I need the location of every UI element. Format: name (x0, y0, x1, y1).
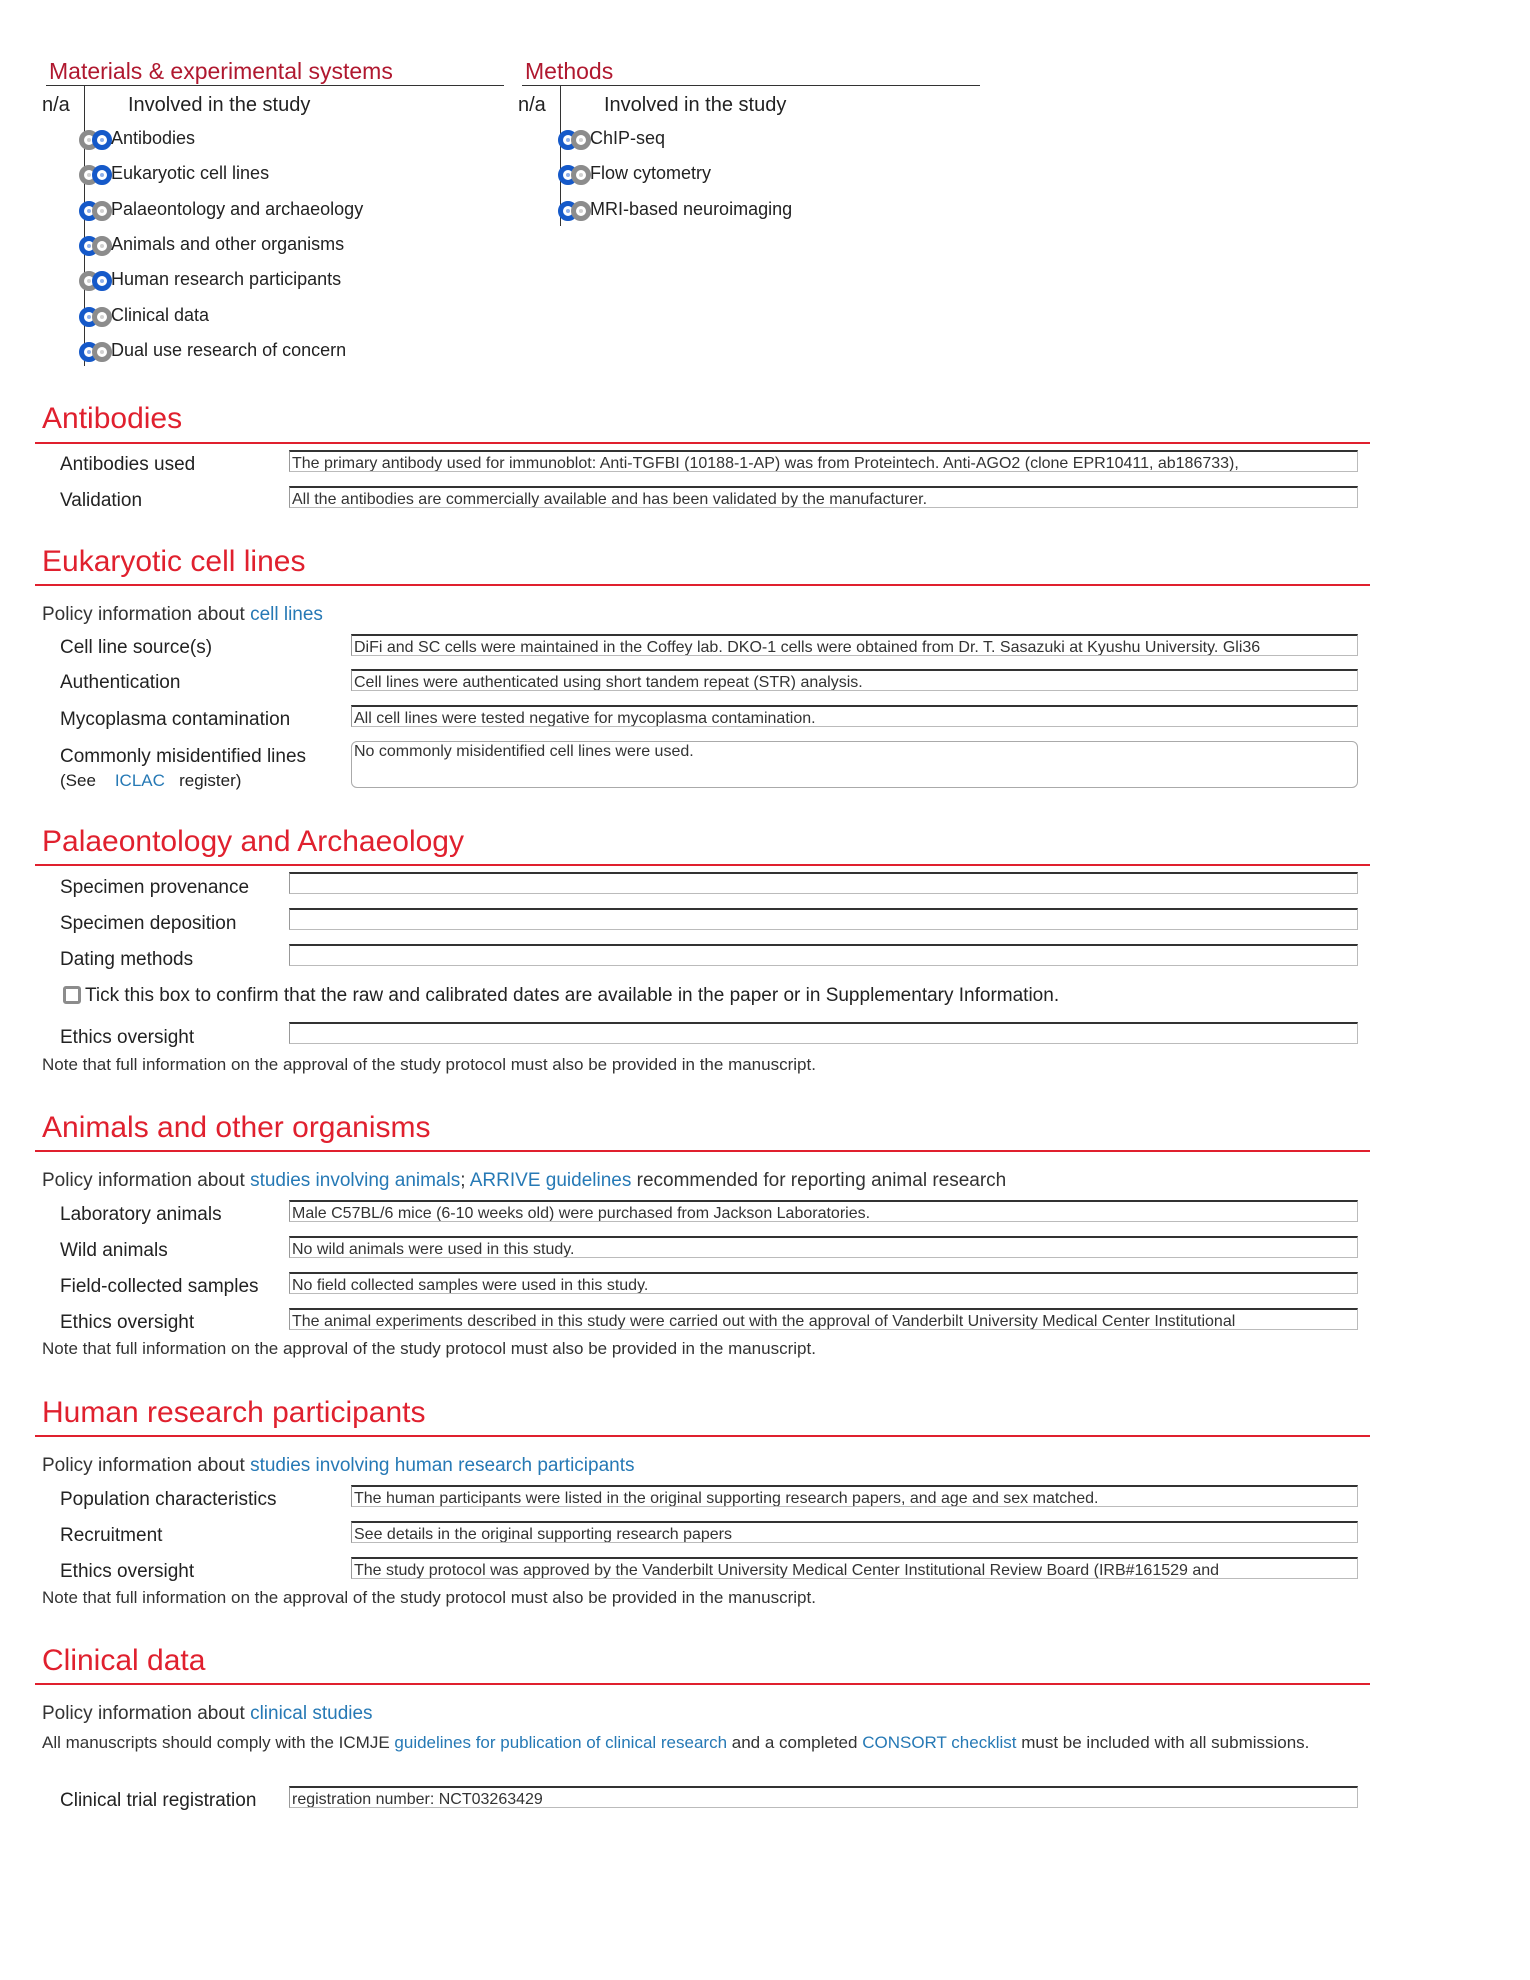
radio-dot (87, 244, 91, 248)
antibodies-used-field[interactable]: The primary antibody used for immunoblot: Anti-TGFBI (10188-1-AP) was from Proteintech. Anti-AGO2 (clone EPR10411, ab186733), (289, 450, 1358, 472)
section-title-antibodies: Antibodies (42, 402, 183, 435)
comply-prefix: All manuscripts should comply with the ICMJE (42, 1733, 395, 1752)
radio-dot (579, 209, 583, 213)
human-note: Note that full information on the approval of the study protocol must also be provided in the manuscript. (42, 1588, 816, 1607)
misidentified-lines-label: Commonly misidentified lines (60, 746, 307, 767)
mycoplasma-field[interactable]: All cell lines were tested negative for mycoplasma contamination. (351, 705, 1358, 727)
checklist-row (79, 339, 499, 365)
materials-header-line (46, 85, 504, 86)
misidentified-lines-field[interactable]: No commonly misidentified cell lines were used. (351, 741, 1358, 788)
checklist-row (79, 268, 499, 294)
recruitment-field[interactable]: See details in the original supporting research papers (351, 1521, 1358, 1543)
involved-radio[interactable] (571, 165, 591, 185)
radio-dot (100, 350, 104, 354)
materials-na-header: n/a (42, 94, 70, 116)
arrive-guidelines-link[interactable]: ARRIVE guidelines (469, 1170, 632, 1191)
human-policy-link[interactable]: studies involving human research participants (250, 1455, 635, 1476)
dating-methods-field[interactable] (289, 944, 1358, 966)
involved-radio[interactable] (571, 130, 591, 150)
specimen-provenance-field[interactable] (289, 872, 1358, 894)
comply-mid: and a completed (727, 1733, 863, 1752)
involved-radio[interactable] (92, 271, 112, 291)
palaeo-note: Note that full information on the approval of the study protocol must also be provided in the manuscript. (42, 1055, 816, 1074)
involved-radio[interactable] (92, 165, 112, 185)
iclac-register-note (60, 771, 241, 791)
icmje-guidelines-link[interactable]: guidelines for publication of clinical research (394, 1733, 728, 1752)
dates-confirm-checkbox[interactable] (63, 986, 81, 1004)
clinical-policy-link[interactable]: clinical studies (250, 1703, 373, 1724)
human-policy (42, 1455, 635, 1477)
checklist-item-label: Eukaryotic cell lines (111, 163, 270, 184)
clinical-policy (42, 1703, 373, 1725)
section-rule-palaeontology (35, 864, 1370, 866)
human-policy-prefix: Policy information about (42, 1455, 251, 1476)
laboratory-animals-label: Laboratory animals (60, 1204, 222, 1225)
specimen-deposition-label: Specimen deposition (60, 913, 237, 934)
radio-dot (566, 138, 570, 142)
cell-lines-policy-prefix: Policy information about (42, 604, 251, 625)
checklist-row (558, 198, 978, 224)
field-collected-field[interactable]: No field collected samples were used in this study. (289, 1272, 1358, 1294)
iclac-link[interactable]: ICLAC (114, 771, 165, 790)
animals-ethics-label: Ethics oversight (60, 1312, 195, 1333)
validation-label: Validation (60, 490, 143, 511)
involved-radio[interactable] (571, 201, 591, 221)
radio-dot (100, 173, 104, 177)
trial-registration-field[interactable]: registration number: NCT03263429 (289, 1786, 1358, 1808)
radio-dot (87, 173, 91, 177)
checklist-item-label: Human research participants (111, 269, 342, 290)
section-title-clinical: Clinical data (42, 1644, 206, 1677)
involved-radio[interactable] (92, 342, 112, 362)
animals-note: Note that full information on the approval of the study protocol must also be provided in the manuscript. (42, 1339, 816, 1358)
materials-header: Materials & experimental systems (49, 58, 393, 84)
checklist-item-label: ChIP-seq (590, 128, 666, 148)
radio-dot (87, 138, 91, 142)
radio-dot (100, 244, 104, 248)
animals-policy-suffix: recommended for reporting animal research (631, 1170, 1007, 1191)
dates-confirm-label: Tick this box to confirm that the raw and calibrated dates are available in the paper or in Supplementary Information. (85, 985, 1060, 1006)
section-title-human: Human research participants (42, 1396, 426, 1429)
human-ethics-label: Ethics oversight (60, 1561, 195, 1582)
radio-dot (579, 173, 583, 177)
checklist-row (79, 304, 499, 330)
section-rule-animals (35, 1150, 1370, 1152)
checklist-item-label: Clinical data (111, 304, 210, 325)
section-title-animals: Animals and other organisms (42, 1111, 431, 1144)
clinical-policy-prefix: Policy information about (42, 1703, 251, 1724)
field-collected-label: Field-collected samples (60, 1276, 259, 1297)
radio-dot (100, 138, 104, 142)
iclac-see: (See (60, 771, 96, 790)
checklist-row (558, 162, 978, 188)
palaeo-ethics-label: Ethics oversight (60, 1027, 195, 1048)
radio-dot (87, 209, 91, 213)
section-title-palaeontology: Palaeontology and Archaeology (42, 825, 464, 858)
animals-policy-prefix: Policy information about (42, 1170, 251, 1191)
methods-na-header: n/a (518, 94, 546, 116)
clinical-compliance-note (42, 1733, 1309, 1753)
authentication-label: Authentication (60, 672, 181, 693)
radio-dot (87, 279, 91, 283)
iclac-register: register) (179, 771, 242, 790)
section-title-cell-lines: Eukaryotic cell lines (42, 545, 306, 578)
checklist-item-label: MRI-based neuroimaging (590, 198, 793, 219)
involved-radio[interactable] (92, 307, 112, 327)
checklist-row (79, 127, 499, 153)
methods-header-line (522, 85, 980, 86)
wild-animals-label: Wild animals (60, 1240, 168, 1261)
involved-radio[interactable] (92, 201, 112, 221)
cell-line-source-label: Cell line source(s) (60, 637, 213, 658)
mycoplasma-label: Mycoplasma contamination (60, 709, 291, 730)
involved-radio[interactable] (92, 236, 112, 256)
checklist-row (558, 127, 978, 153)
radio-dot (100, 315, 104, 319)
animals-ethics-field[interactable]: The animal experiments described in this study were carried out with the approval of Vanderbilt University Medical Center Institutional (289, 1308, 1358, 1330)
checklist-item-label: Animals and other organisms (111, 233, 345, 254)
specimen-deposition-field[interactable] (289, 908, 1358, 930)
section-rule-antibodies (35, 442, 1370, 444)
animals-policy-sep: ; (460, 1170, 470, 1191)
human-ethics-field[interactable]: The study protocol was approved by the Vanderbilt University Medical Center Institutional Review Board (IRB#161529 and (351, 1557, 1358, 1579)
checklist-item-label: Flow cytometry (590, 163, 712, 184)
cell-lines-policy (42, 604, 323, 626)
animals-policy (42, 1170, 1006, 1192)
involved-radio[interactable] (92, 130, 112, 150)
radio-dot (579, 138, 583, 142)
population-field[interactable]: The human participants were listed in the original supporting research papers, and age and sex matched. (351, 1485, 1358, 1507)
laboratory-animals-field[interactable]: Male C57BL/6 mice (6-10 weeks old) were purchased from Jackson Laboratories. (289, 1200, 1358, 1222)
cell-lines-policy-link[interactable]: cell lines (250, 604, 323, 625)
checklist-row (79, 233, 499, 259)
palaeo-ethics-field[interactable] (289, 1022, 1358, 1044)
antibodies-used-label: Antibodies used (60, 454, 196, 475)
section-rule-clinical (35, 1683, 1370, 1685)
checklist-item-label: Dual use research of concern (111, 339, 347, 360)
radio-dot (566, 209, 570, 213)
radio-dot (100, 279, 104, 283)
comply-suffix: must be included with all submissions. (1016, 1733, 1310, 1752)
specimen-provenance-label: Specimen provenance (60, 877, 250, 898)
consort-checklist-link[interactable]: CONSORT checklist (862, 1733, 1017, 1752)
methods-involved-header: Involved in the study (604, 94, 787, 116)
checklist-row (79, 198, 499, 224)
checklist-item-label: Palaeontology and archaeology (111, 198, 364, 219)
wild-animals-field[interactable]: No wild animals were used in this study. (289, 1236, 1358, 1258)
dating-methods-label: Dating methods (60, 949, 194, 970)
checklist-item-label: Antibodies (111, 128, 196, 148)
methods-header: Methods (525, 58, 614, 84)
section-rule-human (35, 1435, 1370, 1437)
materials-involved-header: Involved in the study (128, 94, 311, 116)
radio-dot (100, 209, 104, 213)
section-rule-cell-lines (35, 584, 1370, 586)
radio-dot (87, 315, 91, 319)
cell-line-source-field[interactable]: DiFi and SC cells were maintained in the Coffey lab. DKO-1 cells were obtained from Dr. T. Sasazuki at Kyushu University. Gli36 (351, 634, 1358, 656)
checklist-row (79, 162, 499, 188)
validation-field[interactable]: All the antibodies are commercially available and has been validated by the manufacturer. (289, 486, 1358, 508)
recruitment-label: Recruitment (60, 1525, 163, 1546)
animals-policy-link[interactable]: studies involving animals (250, 1170, 461, 1191)
radio-dot (566, 173, 570, 177)
radio-dot (87, 350, 91, 354)
population-label: Population characteristics (60, 1489, 277, 1510)
authentication-field[interactable]: Cell lines were authenticated using short tandem repeat (STR) analysis. (351, 669, 1358, 691)
trial-registration-label: Clinical trial registration (60, 1790, 257, 1811)
